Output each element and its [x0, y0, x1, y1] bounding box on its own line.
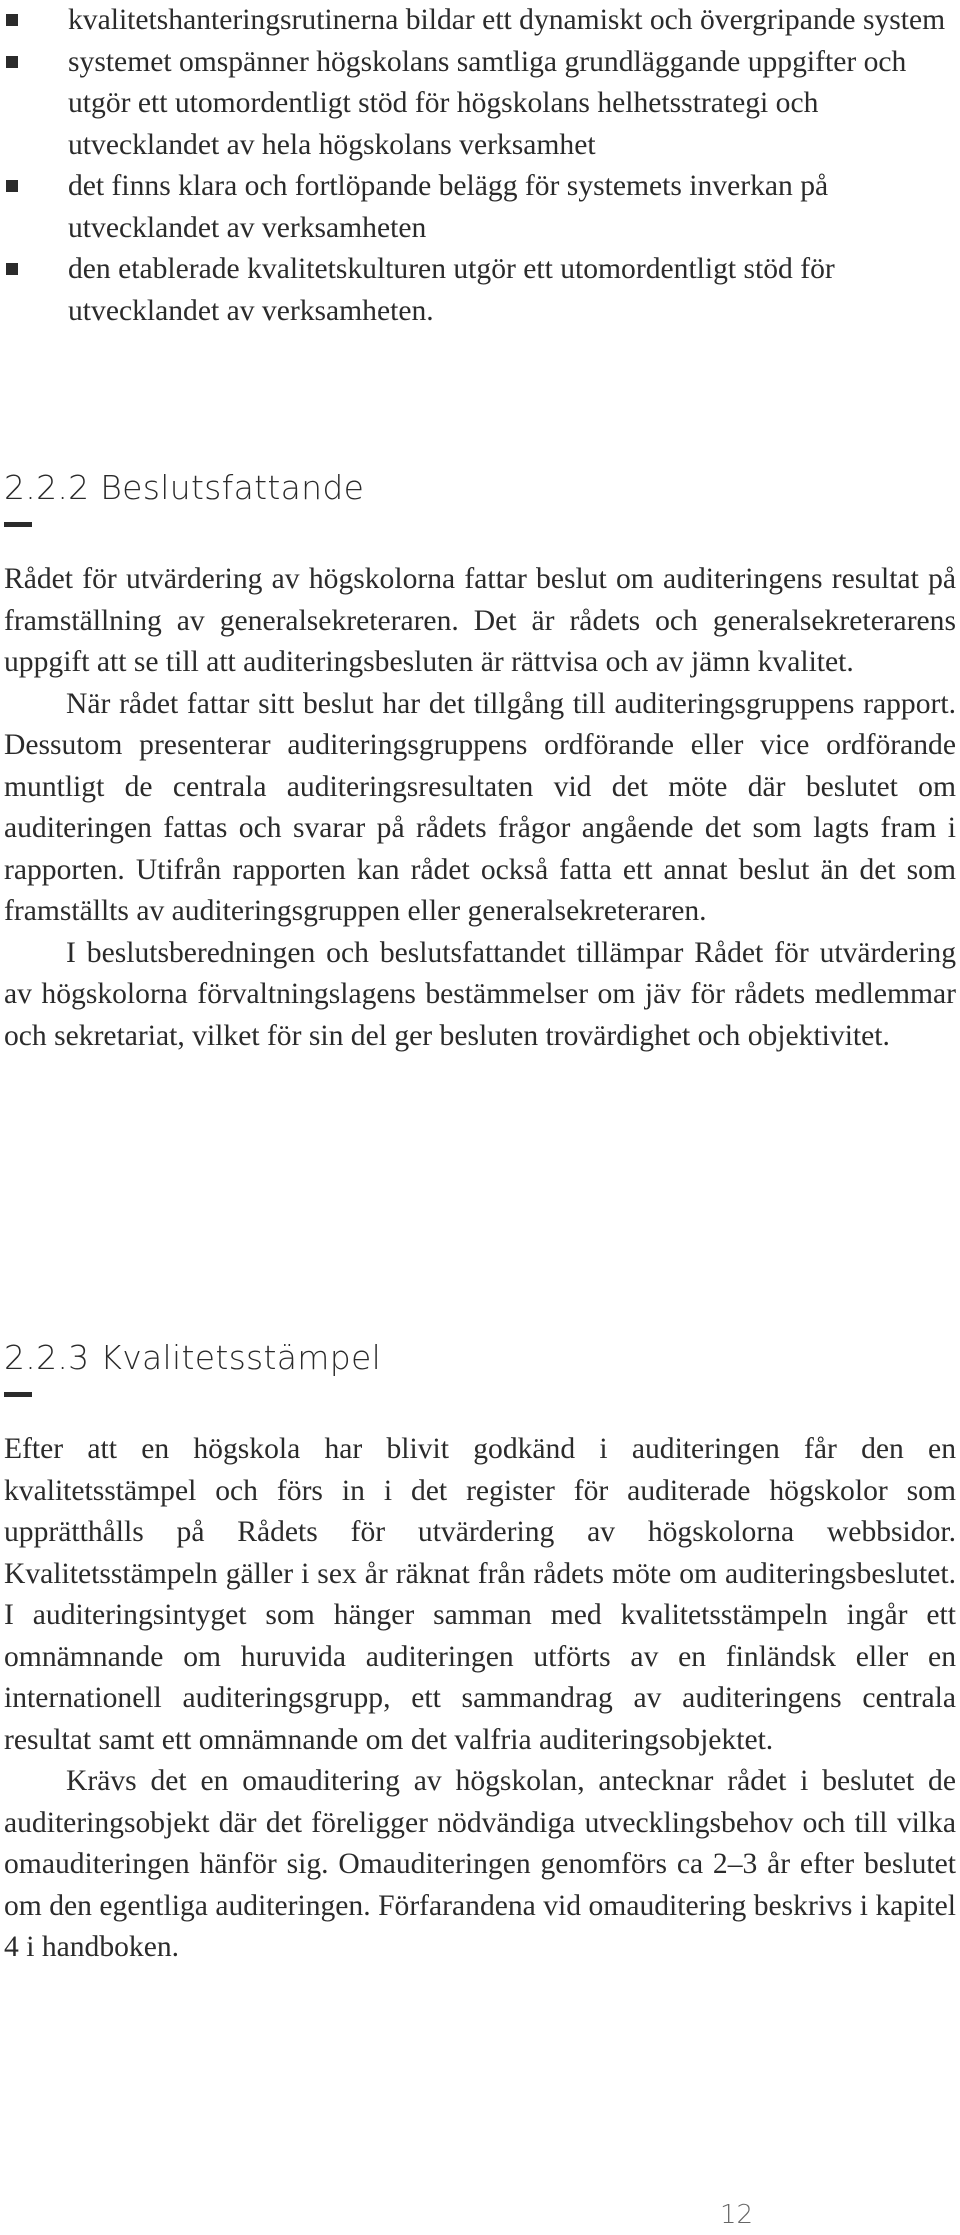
section-kvalitetsstampel [4, 1338, 956, 1969]
list-item-text: kvalitetshanteringsrutinerna bildar ett dynamiskt och övergripande system [68, 4, 946, 36]
list-item [0, 42, 960, 167]
heading-rule [4, 522, 32, 527]
heading-rule [4, 1392, 32, 1397]
square-bullet-icon [6, 263, 18, 275]
section-heading: 2.2.3 Kvalitetsstämpel [4, 1338, 382, 1377]
paragraph: Efter att en högskola har blivit godkänd i auditeringen får den en kvalitetsstämpel och förs in i det register för auditerade högskolor som upprätthålls på Rådets för utvärdering av högskolorna webbsidor. Kvalitetsstämpeln gäller i sex år räknat från rådets möte om auditeringsbeslutet. I auditeringsintyget som hänger samman med kvalitetsstämpeln ingår ett omnämnande om huruvida auditeringen utförts av en finländsk eller en internationell auditeringsgrupp, ett sammandrag av auditeringens centrala resultat samt ett omnämnande om det valfria auditeringsobjektet. [4, 1433, 956, 1756]
paragraph: Rådet för utvärdering av högskolorna fattar beslut om auditeringens resultat på framställning av generalsekreteraren. Det är rådets och generalsekreterarens uppgift att se till att auditeringsbesluten är rättvisa och av jämn kvalitet. [4, 563, 956, 678]
paragraph: När rådet fattar sitt beslut har det tillgång till auditeringsgruppens rapport. Dessutom presenterar auditeringsgruppens ordförande eller vice ordförande muntligt de centrala auditeringsresultaten vid det möte där beslutet om auditeringen fattas och svarar på rådets frågor angående det som lagts fram i rapporten. Utifrån rapporten kan rådet också fatta ett annat beslut än det som framställts av auditeringsgruppen eller generalsekreteraren. [4, 687, 956, 927]
section-heading: 2.2.2 Beslutsfattande [4, 468, 365, 507]
criteria-bullet-list [0, 0, 960, 332]
paragraph: I beslutsberedningen och beslutsfattandet tillämpar Rådet för utvärdering av högskolorna förvaltningslagens bestämmelser om jäv för rådets medlemmar och sekretariat, vilket för sin del ger besluten trovärdighet och objektivitet. [4, 936, 956, 1052]
list-item [0, 0, 960, 42]
square-bullet-icon [6, 180, 18, 192]
list-item-text: systemet omspänner högskolans samtliga grundläggande uppgifter och utgör ett utomordentligt stöd för högskolans helhetsstrategi och utvecklandet av hela högskolans verksamhet [68, 45, 907, 161]
list-item-text: den etablerade kvalitetskulturen utgör ett utomordentligt stöd för utvecklandet av verksamheten. [68, 253, 835, 327]
list-item [0, 166, 960, 249]
page-number: 12 [720, 2200, 754, 2230]
paragraph: Krävs det en omauditering av högskolan, antecknar rådet i beslutet de auditeringsobjekt där det föreligger nödvändiga utvecklingsbehov och till vilka omauditeringen hänför sig. Omauditeringen genomförs ca 2–3 år efter beslutet om den egentliga auditeringen. Förfarandena vid omauditering beskrivs i kapitel 4 i handboken. [4, 1765, 956, 1963]
square-bullet-icon [6, 14, 18, 26]
list-item [0, 249, 960, 332]
list-item-text: det finns klara och fortlöpande belägg för systemets inverkan på utvecklandet av verksamheten [68, 170, 829, 244]
square-bullet-icon [6, 56, 18, 68]
section-beslutsfattande [4, 468, 956, 1057]
